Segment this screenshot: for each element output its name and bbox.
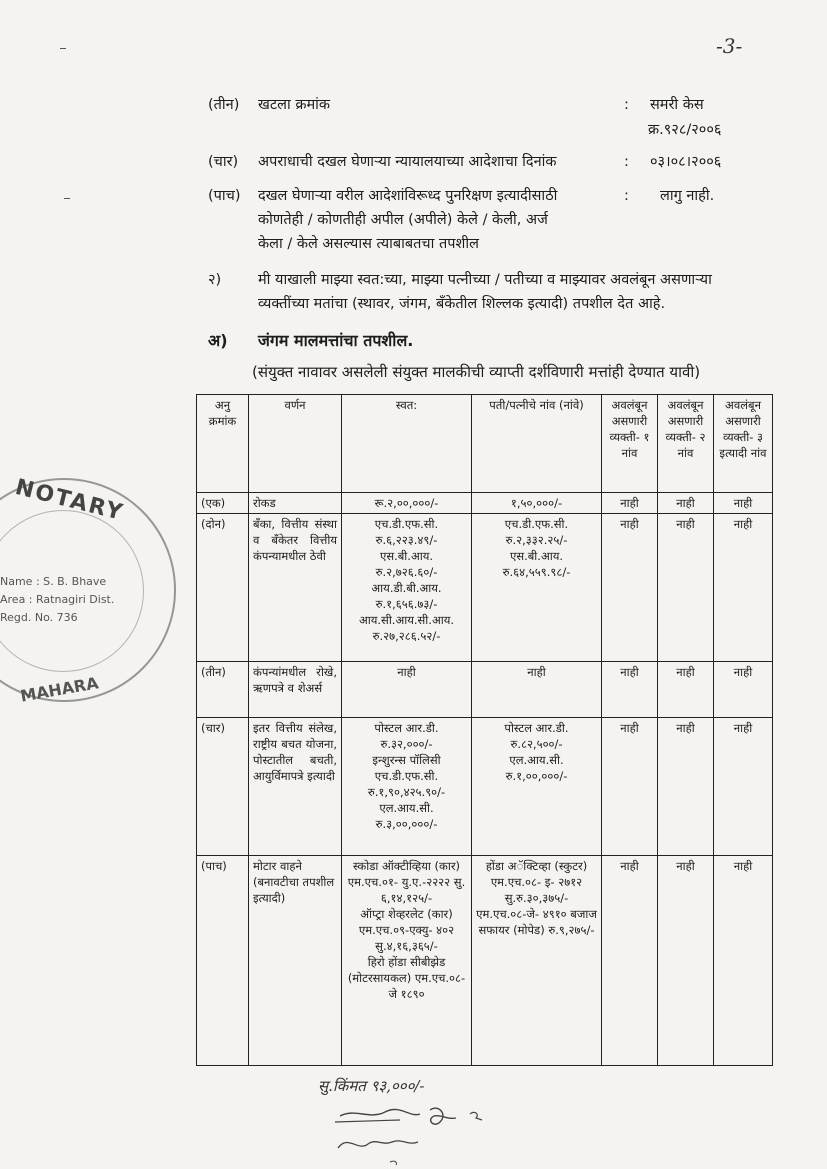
section-2-text-2: व्यक्तींच्या मतांचा (स्थावर, जंगम, बँकेतील शिल्लक इत्यादी) तपशील देत आहे. xyxy=(258,296,666,312)
movable-assets-table xyxy=(196,394,773,1066)
cell-dependent-3: नाही xyxy=(714,718,773,856)
item-three-colon: : xyxy=(624,97,629,113)
header-dependent-1: अवलंबून असणारी व्यक्ती- १ नांव xyxy=(602,395,658,493)
handwritten-price-note: सु.किंमत ९३,०००/- xyxy=(318,1077,425,1095)
cell-self: पोस्टल आर.डी. रु.३२,०००/- इन्शुरन्स पॉलिसी एच.डी.एफ.सी. रु.१,९०,४२५.९०/- एल.आय.सी. रु.३,००,०००/- xyxy=(342,718,472,856)
item-four-value: ०३।०८।२००६ xyxy=(650,154,722,170)
cell-dependent-1: नाही xyxy=(602,718,658,856)
cell-spouse: १,५०,०००/- xyxy=(472,493,602,514)
table-row xyxy=(197,856,773,1066)
cell-dependent-2: नाही xyxy=(658,662,714,718)
section-2-label: २) xyxy=(208,272,222,288)
notary-stamp-reg: Regd. No. 736 xyxy=(0,611,78,624)
item-four-colon: : xyxy=(624,154,629,170)
cell-self: नाही xyxy=(342,662,472,718)
item-four-label: (चार) xyxy=(208,154,239,170)
cell-sr: (दोन) xyxy=(197,514,249,662)
cell-dependent-3: नाही xyxy=(714,493,773,514)
cell-dependent-1: नाही xyxy=(602,662,658,718)
item-three-value-2: क्र.९२८/२००६ xyxy=(648,122,722,138)
signature-marks xyxy=(330,1100,510,1166)
cell-dependent-3: नाही xyxy=(714,856,773,1066)
cell-dependent-3: नाही xyxy=(714,662,773,718)
cell-dependent-2: नाही xyxy=(658,856,714,1066)
cell-sr: (चार) xyxy=(197,718,249,856)
section-2-text-1: मी याखाली माझ्या स्वत:च्या, माझ्या पत्नीच्या / पतीच्या व माझ्यावर अवलंबून असणाऱ्या xyxy=(258,272,712,288)
cell-dependent-1: नाही xyxy=(602,514,658,662)
header-self: स्वत: xyxy=(342,395,472,493)
cell-spouse: नाही xyxy=(472,662,602,718)
cell-description: मोटार वाहने (बनावटीचा तपशील इत्यादी) xyxy=(249,856,342,1066)
cell-description: रोकड xyxy=(249,493,342,514)
item-three-value-1: समरी केस xyxy=(650,97,704,113)
header-description: वर्णन xyxy=(249,395,342,493)
table-row xyxy=(197,493,773,514)
section-a-note: (संयुक्त नावावर असलेली संयुक्त मालकीची व्याप्ती दर्शविणारी मत्तांही देण्यात यावी) xyxy=(252,363,701,381)
cell-self: रू.२,००,०००/- xyxy=(342,493,472,514)
notary-stamp-name: Name : S. B. Bhave xyxy=(0,575,107,588)
item-five-label: (पाच) xyxy=(208,188,241,204)
table-row xyxy=(197,718,773,856)
cell-self: स्कोडा ऑक्टीव्हिया (कार) एम.एच.०१- यु.ए.-२२२२ सु. ६,१४,१२५/- ऑप्ट्रा शेव्हरलेट (कार) एम.एच.०९-एक्यु- ४०२ सु.४,१६,३६५/- हिरो होंडा सीबीझेड (मोटरसायकल) एम.एच.०८-जे १८९० xyxy=(342,856,472,1066)
header-dependent-2: अवलंबून असणारी व्यक्ती- २ नांव xyxy=(658,395,714,493)
item-three-text: खटला क्रमांक xyxy=(258,97,331,113)
cell-dependent-3: नाही xyxy=(714,514,773,662)
table-header-row xyxy=(197,395,773,493)
cell-dependent-2: नाही xyxy=(658,718,714,856)
cell-dependent-1: नाही xyxy=(602,493,658,514)
table-row xyxy=(197,514,773,662)
section-a-label: अ) xyxy=(208,331,228,350)
item-five-text-1: दखल घेणाऱ्या वरील आदेशांविरूध्द पुनरिक्षण इत्यादीसाठी xyxy=(258,188,558,204)
item-five-text-3: केला / केले असल्यास त्याबाबतचा तपशील xyxy=(258,236,479,252)
cell-description: बँका, वित्तीय संस्था व बँकेतर वित्तीय कंपन्यामधील ठेवी xyxy=(249,514,342,662)
table-row xyxy=(197,662,773,718)
cell-spouse: एच.डी.एफ.सी. रु.२,३३२.२५/- एस.बी.आय. रु.६४,५५९.९८/- xyxy=(472,514,602,662)
header-spouse: पती/पत्नीचे नांव (नांवे) xyxy=(472,395,602,493)
notary-stamp-bottom: MAHARA xyxy=(18,673,100,706)
header-dependent-3: अवलंबून असणारी व्यक्ती- ३ इत्यादी नांव xyxy=(714,395,773,493)
cell-spouse: पोस्टल आर.डी. रु.८२,५००/- एल.आय.सी. रु.१,००,०००/- xyxy=(472,718,602,856)
item-three-label: (तीन) xyxy=(208,97,240,113)
item-five-colon: : xyxy=(624,188,629,204)
cell-sr: (एक) xyxy=(197,493,249,514)
cell-dependent-1: नाही xyxy=(602,856,658,1066)
cell-description: इतर वित्तीय संलेख, राष्ट्रीय बचत योजना, पोस्टातील बचती, आयुर्विमापत्रे इत्यादी xyxy=(249,718,342,856)
cell-spouse: होंडा अॅक्टिव्हा (स्कुटर) एम.एच.०८- इ- २७१२ सु.रु.३०,३७५/- एम.एच.०८-जे- ४९१० बजाज सफायर (मोपेड) रु.९,२७५/- xyxy=(472,856,602,1066)
header-sr: अनु क्रमांक xyxy=(197,395,249,493)
cell-sr: (तीन) xyxy=(197,662,249,718)
cell-dependent-2: नाही xyxy=(658,514,714,662)
cell-description: कंपन्यांमधील रोखे, ऋणपत्रे व शेअर्स xyxy=(249,662,342,718)
item-four-text: अपराधाची दखल घेणाऱ्या न्यायालयाच्या आदेशाचा दिनांक xyxy=(258,154,557,170)
section-a-heading: जंगम मालमत्तांचा तपशील. xyxy=(258,331,414,350)
item-five-value: लागु नाही. xyxy=(660,188,715,204)
notary-stamp-area: Area : Ratnagiri Dist. xyxy=(0,593,115,606)
cell-self: एच.डी.एफ.सी. रु.६,२२३.४९/- एस.बी.आय. रु.२,७२६.६०/- आय.डी.बी.आय. रु.१,६५६.७३/- आय.सी.आय.सी.आय. रु.२७,२८६.५२/- xyxy=(342,514,472,662)
item-five-text-2: कोणतेही / कोणतीही अपील (अपीले) केले / केली, अर्ज xyxy=(258,212,548,228)
cell-sr: (पाच) xyxy=(197,856,249,1066)
cell-dependent-2: नाही xyxy=(658,493,714,514)
page-number: -3- xyxy=(716,34,743,58)
notary-stamp-title: NOTARY xyxy=(12,474,127,527)
